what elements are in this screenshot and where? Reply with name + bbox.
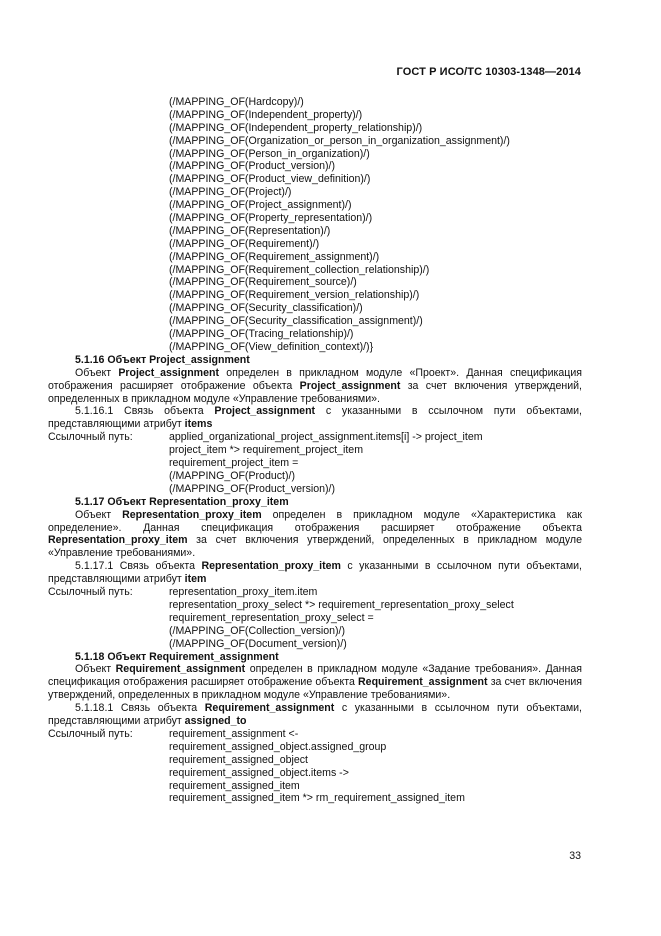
- reference-path-line: (/MAPPING_OF(Product)/): [169, 469, 295, 482]
- reference-path-line: (/MAPPING_OF(Product_version)/): [169, 482, 336, 495]
- mapping-line: (/MAPPING_OF(Requirement_collection_relationship)/): [169, 263, 430, 276]
- reference-path: [48, 431, 582, 495]
- mapping-line: (/MAPPING_OF(Security_classification)/): [169, 302, 363, 315]
- reference-path-line: requirement_assigned_item *> rm_requirement_assigned_item: [169, 792, 465, 805]
- reference-path-line: applied_organizational_project_assignment.items[i] -> project_item: [169, 431, 483, 444]
- section-paragraph: Объект Requirement_assignment определен в прикладном модуле «Задание требования». Данная спецификация отображения расширяет отображение объекта Requirement_assignment за счет включения утверждений, определенных в прикладном модуле «Управление требованиями».: [48, 663, 583, 702]
- reference-path-line: requirement_project_item =: [169, 457, 299, 470]
- mapping-line: (/MAPPING_OF(Project)/): [169, 186, 292, 199]
- mapping-line: (/MAPPING_OF(Security_classification_assignment)/): [169, 315, 423, 328]
- reference-path-line: requirement_representation_proxy_select =: [169, 611, 374, 624]
- reference-path-lines: [169, 586, 514, 650]
- section-heading-5-1-17: 5.1.17 Объект Representation_proxy_item: [75, 495, 289, 508]
- mapping-line: (/MAPPING_OF(Product_version)/): [169, 160, 336, 173]
- reference-path-lines: [169, 431, 483, 495]
- mapping-line: (/MAPPING_OF(Person_in_organization)/): [169, 147, 370, 160]
- mapping-line: (/MAPPING_OF(Product_view_definition)/): [169, 173, 371, 186]
- reference-path-line: requirement_assigned_item: [169, 779, 300, 792]
- section-heading-5-1-18: 5.1.18 Объект Requirement_assignment: [75, 650, 279, 663]
- section-paragraph: Объект Representation_proxy_item определен в прикладном модуле «Характеристика как определение». Данная спецификация отображения расширяет отображение объекта Representation_proxy_item за счет включения утверждений, определенных в прикладном модуле «Управление требованиями».: [48, 508, 582, 560]
- mapping-line: (/MAPPING_OF(Project_assignment)/): [169, 199, 352, 212]
- mapping-line: (/MAPPING_OF(Independent_property_relationship)/): [169, 121, 423, 134]
- reference-path: [48, 728, 582, 805]
- mapping-line: (/MAPPING_OF(Tracing_relationship)/): [169, 328, 354, 341]
- section-paragraph: Объект Project_assignment определен в прикладном модуле «Проект». Данная спецификация отображения расширяет отображение объекта Project_assignment за счет включения утверждений, определенных в прикладном модуле «Управление требованиями».: [48, 366, 582, 405]
- reference-path-line: (/MAPPING_OF(Collection_version)/): [169, 624, 346, 637]
- reference-path-line: representation_proxy_item.item: [169, 586, 318, 599]
- subsection-paragraph: 5.1.16.1 Связь объекта Project_assignment с указанными в ссылочном пути объектами, представляющими атрибут items: [48, 405, 583, 431]
- mapping-line: (/MAPPING_OF(Representation)/): [169, 224, 331, 237]
- mapping-line: (/MAPPING_OF(View_definition_context)/)}: [169, 340, 374, 353]
- document-header: ГОСТ Р ИСО/ТС 10303-1348—2014: [396, 66, 581, 78]
- reference-path-label: Ссылочный путь:: [48, 431, 133, 444]
- mapping-line: (/MAPPING_OF(Independent_property)/): [169, 108, 363, 121]
- mapping-line: (/MAPPING_OF(Requirement_source)/): [169, 276, 357, 289]
- reference-path-line: requirement_assigned_object.items ->: [169, 766, 349, 779]
- mapping-line: (/MAPPING_OF(Property_representation)/): [169, 212, 373, 225]
- page-content: [48, 96, 582, 805]
- section-heading-5-1-16: 5.1.16 Объект Project_assignment: [75, 353, 250, 366]
- mapping-line: (/MAPPING_OF(Hardcopy)/): [169, 96, 304, 108]
- page-number: 33: [569, 850, 581, 862]
- reference-path-line: requirement_assigned_object: [169, 753, 308, 766]
- subsection-paragraph: 5.1.18.1 Связь объекта Requirement_assignment с указанными в ссылочном пути объектами, представляющими атрибут assigned_to: [48, 702, 583, 728]
- mapping-line: (/MAPPING_OF(Requirement_assignment)/): [169, 250, 380, 263]
- subsection-paragraph: 5.1.17.1 Связь объекта Representation_proxy_item с указанными в ссылочном пути объектами, представляющими атрибут item: [48, 560, 582, 586]
- mapping-line: (/MAPPING_OF(Requirement)/): [169, 237, 320, 250]
- mapping-list: [48, 96, 582, 354]
- reference-path-label: Ссылочный путь:: [48, 727, 133, 740]
- mapping-line: (/MAPPING_OF(Requirement_version_relationship)/): [169, 289, 420, 302]
- reference-path: [48, 586, 582, 650]
- reference-path-label: Ссылочный путь:: [48, 586, 133, 599]
- reference-path-line: project_item *> requirement_project_item: [169, 444, 364, 457]
- reference-path-lines: [169, 728, 465, 805]
- reference-path-line: (/MAPPING_OF(Document_version)/): [169, 637, 347, 650]
- reference-path-line: representation_proxy_select *> requirement_representation_proxy_select: [169, 598, 514, 611]
- reference-path-line: requirement_assignment <-: [169, 727, 299, 740]
- mapping-line: (/MAPPING_OF(Organization_or_person_in_organization_assignment)/): [169, 134, 510, 147]
- reference-path-line: requirement_assigned_object.assigned_group: [169, 740, 387, 753]
